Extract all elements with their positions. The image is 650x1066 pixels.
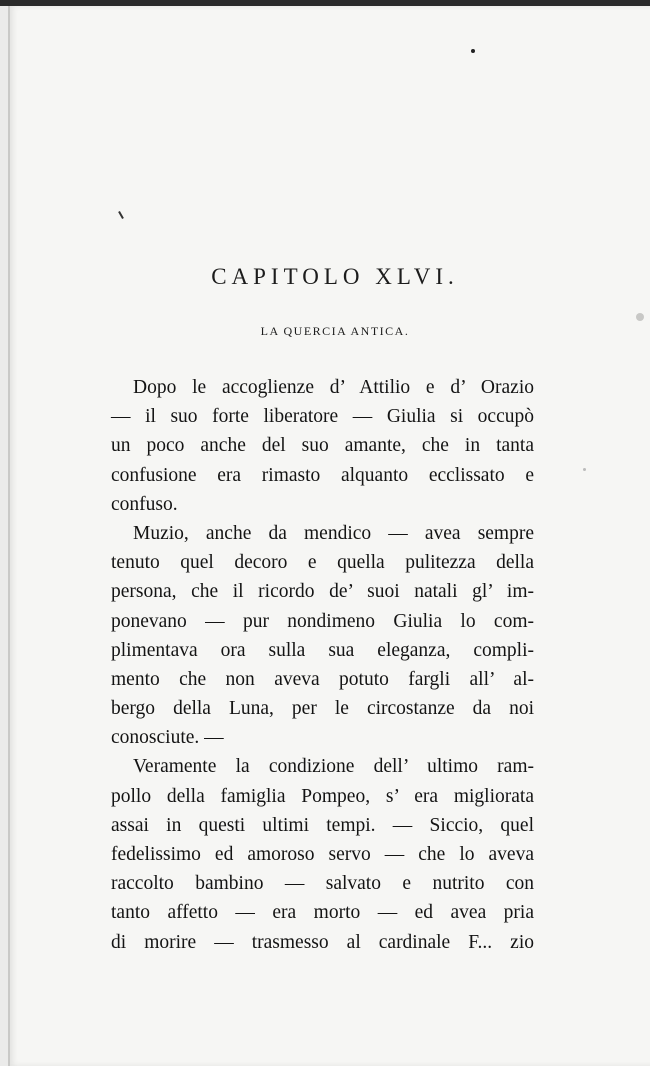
text-line: plimentava ora sulla sua eleganza, compli-: [111, 639, 534, 661]
text-line: bergo della Luna, per le circostanze da noi: [111, 698, 534, 720]
text-line: Muzio, anche da mendico — avea sempre: [133, 522, 534, 544]
text-line: di morire — trasmesso al cardinale F... zio: [111, 931, 534, 953]
text-line: tanto affetto — era morto — ed avea pria: [111, 902, 534, 924]
ink-speck: [471, 49, 475, 53]
chapter-subtitle: LA QUERCIA ANTICA.: [260, 324, 410, 338]
text-line: mento che non aveva potuto fargli all’ al-: [111, 668, 534, 690]
book-page: [8, 6, 650, 1066]
text-line: ponevano — pur nondimeno Giulia lo com-: [111, 610, 534, 632]
text-line: un poco anche del suo amante, che in tanta: [111, 435, 534, 457]
text-line: pollo della famiglia Pompeo, s’ era migliorata: [111, 785, 534, 807]
chapter-title: CAPITOLO XLVI.: [211, 264, 459, 289]
text-line: conosciute. —: [111, 727, 224, 749]
text-line: confuso.: [111, 493, 178, 515]
page-hole: [636, 313, 644, 321]
text-line: assai in questi ultimi tempi. — Siccio, quel: [111, 814, 534, 836]
text-line: Veramente la condizione dell’ ultimo ram-: [133, 756, 534, 778]
ink-mark: [118, 211, 124, 219]
text-line: persona, che il ricordo de’ suoi natali gl’ im-: [111, 581, 534, 603]
page-top-edge: [0, 0, 650, 6]
ink-speck: [583, 468, 586, 471]
text-line: Dopo le accoglienze d’ Attilio e d’ Orazio: [133, 377, 534, 398]
text-line: — il suo forte liberatore — Giulia si occupò: [111, 406, 534, 428]
text-line: confusione era rimasto alquanto ecclissato e: [111, 464, 534, 486]
text-line: fedelissimo ed amoroso servo — che lo aveva: [111, 844, 534, 865]
text-line: raccolto bambino — salvato e nutrito con: [111, 873, 534, 895]
body-text: [111, 373, 534, 957]
text-line: tenuto quel decoro e quella pulitezza della: [111, 552, 534, 574]
